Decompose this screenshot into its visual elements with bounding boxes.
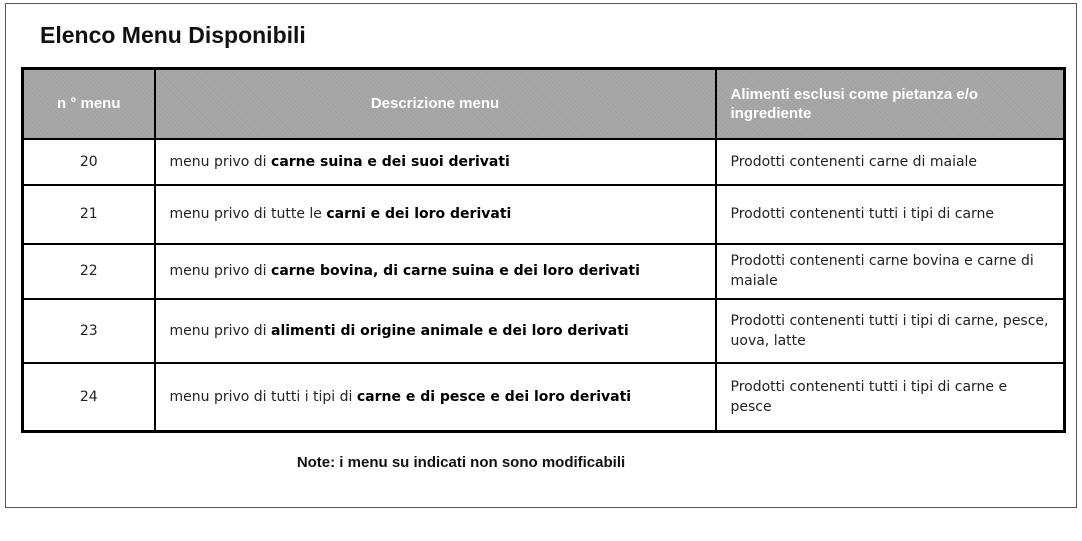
excluded-foods-cell: Prodotti contenenti tutti i tipi di carne [716, 185, 1065, 244]
description-text: menu privo di [169, 322, 272, 339]
menu-table [21, 67, 1066, 433]
description-emphasis: carne e di pesce e dei loro derivati [356, 388, 632, 405]
page-title: Elenco Menu Disponibili [40, 22, 306, 48]
description-emphasis: carne bovina, di carne suina e dei loro derivati [271, 263, 640, 279]
description-emphasis: carni e dei loro derivati [326, 206, 512, 222]
description-text: menu privo di tutte le [169, 206, 327, 222]
menu-number-cell: 20 [23, 139, 155, 185]
menu-description-cell [155, 244, 716, 299]
header-menu-description: Descrizione menu [155, 69, 716, 139]
description-text: menu privo di [169, 263, 272, 279]
document-frame [5, 3, 1077, 508]
excluded-foods-cell: Prodotti contenenti tutti i tipi di carne, pesce, uova, latte [716, 299, 1065, 363]
table-row [23, 363, 1065, 432]
table-header-row [23, 69, 1065, 139]
table-row [23, 139, 1065, 185]
menu-number-cell: 22 [23, 244, 155, 299]
table-row [23, 185, 1065, 244]
excluded-foods-cell: Prodotti contenenti carne di maiale [716, 139, 1065, 185]
excluded-foods-cell: Prodotti contenenti tutti i tipi di carne e pesce [716, 363, 1065, 432]
menu-description-cell [155, 139, 716, 185]
header-excluded-foods: Alimenti esclusi come pietanza e/o ingrediente [716, 69, 1065, 139]
excluded-foods-cell: Prodotti contenenti carne bovina e carne di maiale [716, 244, 1065, 299]
menu-description-cell [155, 185, 716, 244]
table-row [23, 299, 1065, 363]
menu-number-cell: 23 [23, 299, 155, 363]
menu-description-cell [155, 363, 716, 432]
menu-number-cell: 24 [23, 363, 155, 432]
description-text: menu privo di [169, 153, 272, 170]
table-row [23, 244, 1065, 299]
header-menu-number: n ° menu [23, 69, 155, 139]
description-emphasis: alimenti di origine animale e dei loro derivati [271, 322, 629, 339]
description-text: menu privo di tutti i tipi di [169, 388, 357, 405]
menu-number-cell: 21 [23, 185, 155, 244]
description-emphasis: carne suina e dei suoi derivati [271, 153, 510, 170]
menu-description-cell [155, 299, 716, 363]
footer-note: Note: i menu su indicati non sono modificabili [296, 454, 626, 471]
